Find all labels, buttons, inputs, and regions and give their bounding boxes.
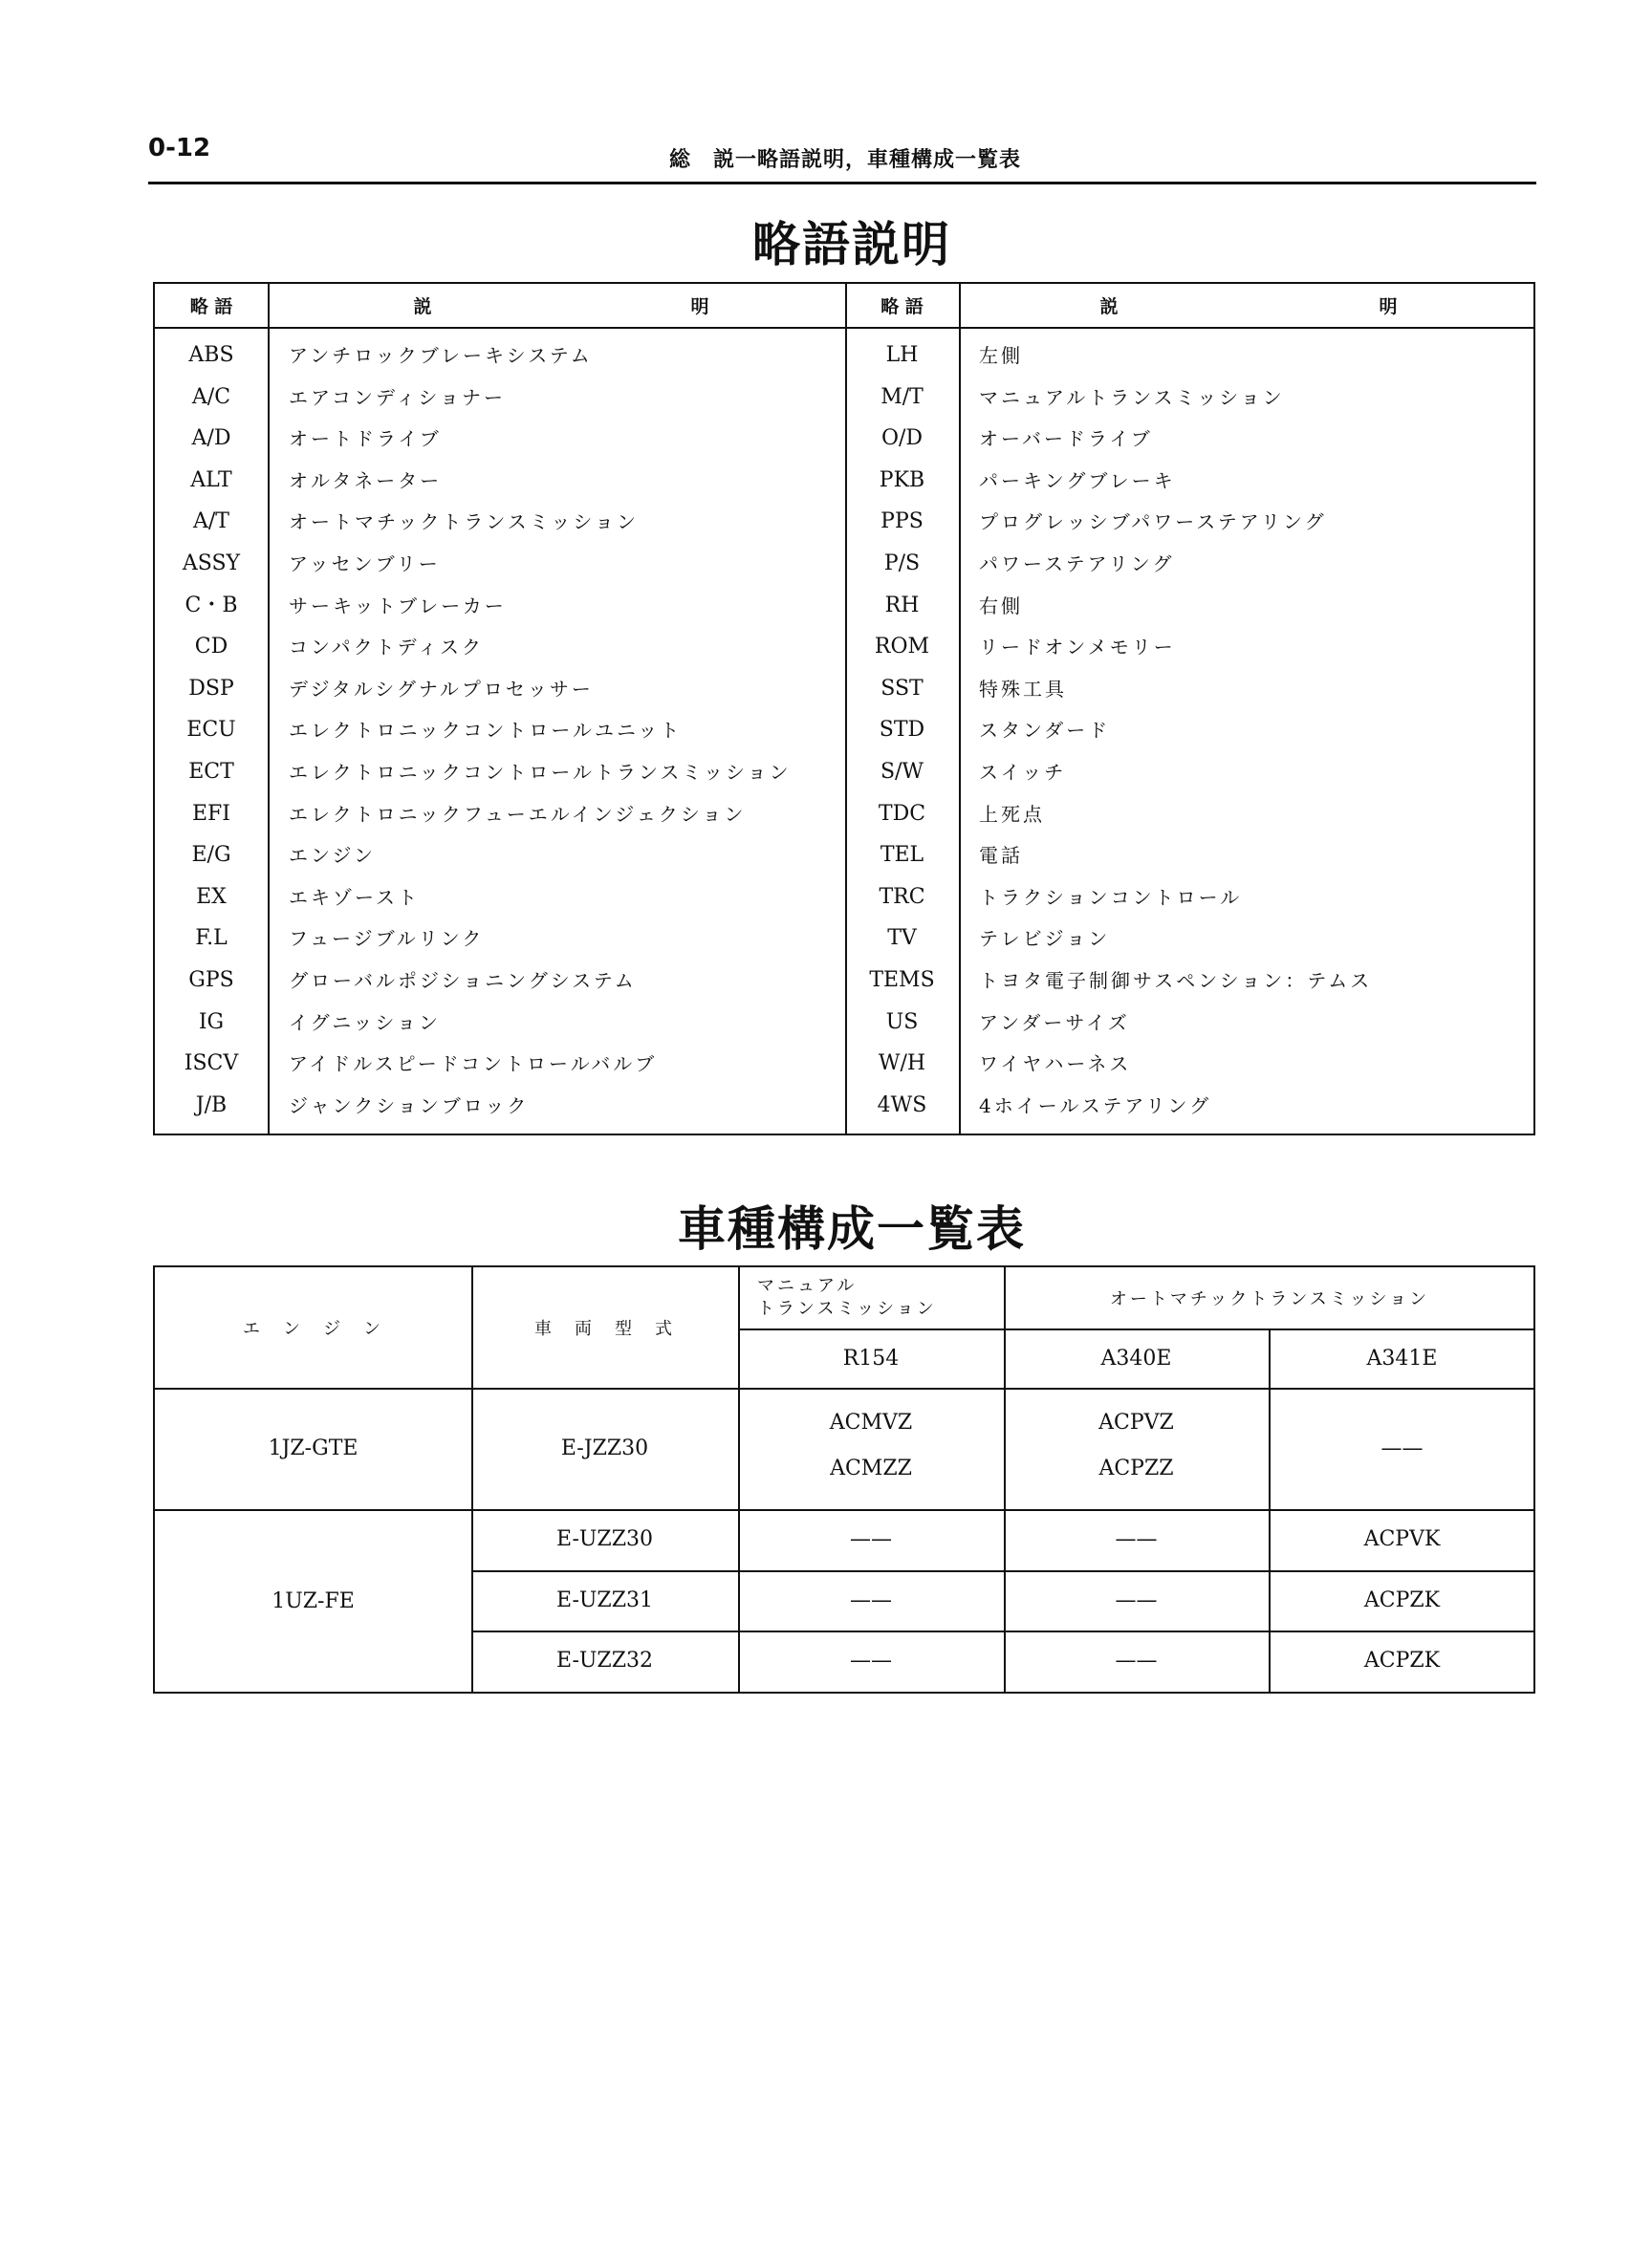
abbr-description: オルタネーター (289, 468, 443, 492)
abbr-description: フュージブルリンク (289, 927, 485, 951)
header-desc-left-1: 説 (413, 296, 432, 317)
abbr-term: ABS (188, 343, 234, 367)
abbr-description: エレクトロニックコントロールユニット (289, 719, 683, 743)
abbr-term: PPS (880, 509, 924, 534)
header-engine: エ ン ジ ン (243, 1319, 383, 1339)
abbr-term: ECT (188, 760, 234, 784)
running-title: 総 説一略語説明，車種構成一覧表 (669, 148, 1022, 172)
header-desc-right-2: 明 (1379, 296, 1398, 317)
abbr-term: TDC (878, 801, 926, 826)
abbr-description: オートドライブ (289, 427, 442, 451)
abbr-description: パーキングブレーキ (979, 468, 1176, 492)
header-desc-right-1: 説 (1099, 296, 1119, 317)
abbr-description: オートマチックトランスミッション (289, 510, 639, 534)
abbr-description: イグニッション (289, 1010, 441, 1034)
abbr-term: DSP (188, 676, 234, 701)
models-table (153, 1265, 1535, 1694)
model-cell: E-UZZ32 (555, 1649, 653, 1673)
abbr-description: エアコンディショナー (289, 385, 506, 409)
abbr-description: 右側 (979, 594, 1023, 617)
model-cell: E-JZZ30 (560, 1436, 649, 1460)
abbr-term: W/H (878, 1051, 926, 1076)
abbr-term: J/B (195, 1092, 228, 1117)
abbr-term: ALT (190, 467, 232, 492)
code-cell: —— (1115, 1588, 1158, 1612)
abbr-term: TV (887, 926, 917, 951)
engine-1uz: 1UZ-FE (272, 1589, 355, 1613)
abbr-term: M/T (880, 384, 924, 409)
header-manual-line2: トランスミッション (757, 1299, 937, 1319)
page-number: 0-12 (148, 134, 211, 162)
abbr-term: LH (885, 343, 919, 367)
abbr-description: 左側 (979, 344, 1023, 367)
abbr-term: GPS (188, 968, 234, 992)
abbr-term: ROM (874, 635, 930, 659)
abbr-term: A/D (191, 426, 231, 451)
engine-1jz: 1JZ-GTE (268, 1436, 359, 1460)
abbr-description: コンパクトディスク (289, 636, 484, 659)
abbr-term: EX (196, 884, 227, 909)
abbr-description: テレビジョン (979, 927, 1111, 951)
code-cell: ACPZZ (1098, 1456, 1174, 1480)
header-manual (757, 1275, 937, 1321)
abbr-term: RH (884, 593, 920, 617)
abbr-description: マニュアルトランスミッション (979, 385, 1285, 409)
abbr-term: IG (198, 1009, 225, 1034)
code-cell: ACMVZ (829, 1410, 913, 1435)
abbr-description: プログレッシブパワーステアリング (979, 510, 1327, 534)
abbr-description: 特殊工具 (979, 677, 1067, 701)
column-divider (959, 284, 961, 1134)
abbr-description: アンダーサイズ (979, 1010, 1130, 1034)
abbr-term: TRC (879, 884, 925, 909)
abbreviations-title: 略語説明 (752, 217, 951, 272)
abbr-description: 4ホイールステアリング (979, 1093, 1212, 1117)
code-cell: —— (850, 1588, 892, 1612)
abbr-description: デジタルシグナルプロセッサー (289, 677, 594, 701)
abbr-term: O/D (880, 426, 924, 451)
header-model: 車 両 型 式 (534, 1319, 675, 1339)
code-cell: ACPVK (1363, 1527, 1441, 1551)
header-abbr-right: 略 語 (880, 296, 924, 317)
code-cell: ACPVZ (1098, 1410, 1174, 1435)
code-cell: —— (1115, 1527, 1158, 1551)
code-cell: ACMZZ (830, 1456, 912, 1480)
code-cell: ACPZK (1363, 1649, 1441, 1673)
abbr-description: アイドルスピードコントロールバルブ (289, 1052, 658, 1076)
abbr-description: スタンダード (979, 719, 1111, 743)
header-auto: オートマチックトランスミッション (1109, 1289, 1430, 1309)
abbr-term: CD (194, 635, 228, 659)
header-desc-left-2: 明 (690, 296, 709, 317)
abbr-term: 4WS (877, 1092, 927, 1117)
code-cell: —— (1115, 1649, 1158, 1673)
model-cell: E-UZZ30 (555, 1527, 653, 1551)
abbr-description: 上死点 (979, 802, 1045, 826)
abbr-description: エキゾースト (289, 885, 420, 909)
abbr-description: パワーステアリング (979, 552, 1175, 575)
abbr-term: ASSY (182, 551, 241, 575)
abbreviations-table (153, 282, 1535, 1135)
abbr-description: トラクションコントロール (979, 885, 1243, 909)
column-divider (268, 284, 270, 1134)
models-title: 車種構成一覧表 (678, 1201, 1026, 1257)
abbr-term: E/G (191, 843, 231, 868)
sub-a340e: A340E (1100, 1346, 1172, 1371)
abbr-term: US (885, 1009, 919, 1034)
code-cell: —— (1380, 1436, 1424, 1460)
code-cell: —— (850, 1527, 892, 1551)
sub-r154: R154 (842, 1346, 900, 1371)
abbr-term: TEMS (869, 968, 935, 992)
header-rule (148, 182, 1536, 184)
abbr-term: ECU (186, 718, 236, 743)
header-manual-line1: マニュアル (757, 1276, 858, 1296)
abbr-description: リードオンメモリー (979, 636, 1176, 659)
abbr-term: TEL (880, 843, 924, 868)
abbr-description: トヨタ電子制御サスペンション：テムス (979, 969, 1373, 992)
abbr-description: 電話 (979, 844, 1023, 868)
abbr-description: ジャンクションブロック (289, 1093, 530, 1117)
abbr-term: S/W (880, 760, 924, 784)
abbr-description: エレクトロニックコントロールトランスミッション (289, 761, 792, 784)
abbr-description: サーキットブレーカー (289, 594, 507, 617)
abbr-term: PKB (879, 467, 925, 492)
abbr-term: STD (879, 718, 925, 743)
abbr-term: ISCV (184, 1051, 239, 1076)
abbr-term: A/T (193, 509, 229, 534)
abbr-term: P/S (883, 551, 921, 575)
abbr-term: F.L (195, 926, 228, 951)
header-abbr-left: 略 語 (189, 296, 233, 317)
abbr-description: グローバルポジショニングシステム (289, 969, 637, 992)
abbr-term: EFI (191, 801, 230, 826)
abbr-term: A/C (191, 384, 231, 409)
sub-a341e: A341E (1366, 1346, 1438, 1371)
code-cell: ACPZK (1363, 1588, 1441, 1612)
abbr-description: アンチロックブレーキシステム (289, 344, 593, 367)
code-cell: —— (850, 1649, 892, 1673)
abbr-description: ワイヤハーネス (979, 1052, 1132, 1076)
abbr-description: エンジン (289, 844, 376, 868)
header-divider (155, 327, 1533, 329)
abbr-description: スイッチ (979, 761, 1067, 784)
abbr-term: SST (880, 676, 924, 701)
abbr-term: C・B (185, 593, 238, 617)
model-cell: E-UZZ31 (555, 1588, 653, 1612)
abbr-description: アッセンブリー (289, 552, 441, 575)
abbr-description: エレクトロニックフューエルインジェクション (289, 802, 747, 826)
abbr-description: オーバードライブ (979, 427, 1153, 451)
